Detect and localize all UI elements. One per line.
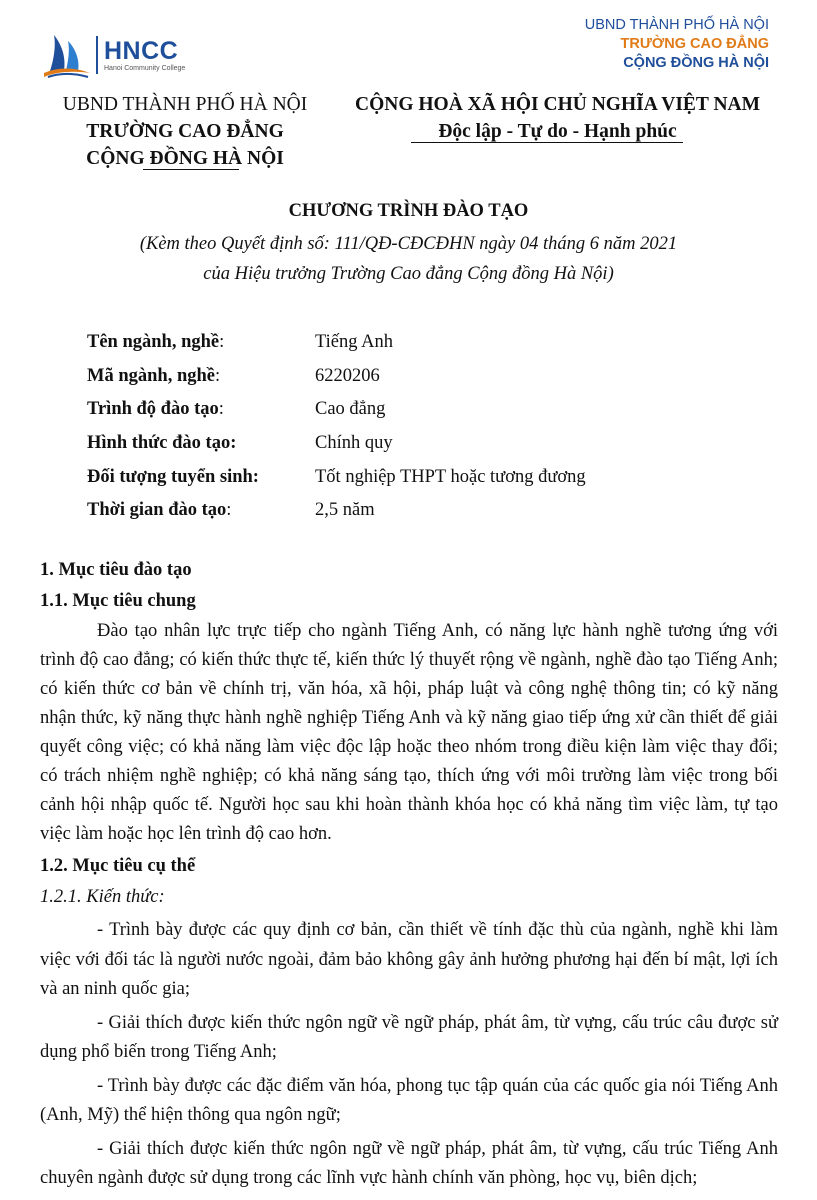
letterhead-line-3: CỘNG ĐỒNG HÀ NỘI (623, 55, 769, 71)
national-title: CỘNG HOÀ XÃ HỘI CHỦ NGHĨA VIỆT NAM (354, 94, 761, 115)
info-row (87, 393, 586, 427)
sail-logo-icon (40, 31, 92, 79)
info-value: Tốt nghiệp THPT hoặc tương đương (315, 466, 586, 487)
general-objective-paragraph: Đào tạo nhân lực trực tiếp cho ngành Tiếng Anh, có năng lực hành nghề tương ứng với trình độ cao đẳng; có kiến thức thực tế, kiến thức lý thuyết rộng về ngành, nghề đào tạo Tiếng Anh; có kiến thức cơ bản về chính trị, văn hóa, xã hội, pháp luật và công nghệ thông tin; có kỹ năng nhận thức, kỹ năng thực hành nghề nghiệp Tiếng Anh và kỹ năng giao tiếp ứng xử cần thiết để giải quyết công việc; có khả năng làm việc độc lập hoặc theo nhóm trong điều kiện làm việc thay đổi; có trách nhiệm nghề nghiệp; có khả năng sáng tạo, thích ứng với môi trường làm việc trong bối cảnh hội nhập quốc tế. Người học sau khi hoàn thành khóa học có khả năng tìm việc làm, tự tạo việc làm hoặc học lên trình độ cao hơn. (40, 621, 778, 844)
program-info-table (87, 326, 586, 528)
knowledge-heading: 1.2.1. Kiến thức: (40, 887, 165, 907)
subtitle-line-1: (Kèm theo Quyết định số: 111/QĐ-CĐCĐHN ngày 04 tháng 6 năm 2021 (139, 234, 678, 254)
info-value: Chính quy (315, 433, 393, 454)
info-value: Tiếng Anh (315, 332, 393, 353)
national-motto-block (340, 91, 775, 145)
knowledge-bullet: - Trình bày được các đặc điểm văn hóa, phong tục tập quán của các quốc gia nói Tiếng Anh (Anh, Mỹ) thể hiện thông qua ngôn ngữ; (40, 1075, 778, 1125)
info-key: Hình thức đào tạo: (87, 433, 237, 454)
college-logo (40, 30, 185, 80)
motto-underline (411, 142, 683, 143)
knowledge-bullet: - Trình bày được các quy định cơ bản, cần thiết về tính đặc thù của ngành, nghề khi làm việc với đối tác là người nước ngoài, đảm bảo không gây ảnh hưởng phương hại đến bí mật, lợi ích và an ninh quốc gia; (40, 920, 778, 999)
subsection-heading: 1.1. Mục tiêu chung (40, 591, 196, 611)
national-motto: Độc lập - Tự do - Hạnh phúc (438, 121, 677, 142)
info-row (87, 494, 586, 528)
subsection-heading: 1.2. Mục tiêu cụ thể (40, 856, 196, 876)
info-key: Thời gian đào tạo: (87, 500, 232, 521)
issuer-authority: UBND THÀNH PHỐ HÀ NỘI (62, 94, 308, 115)
letterhead-line-2: TRƯỜNG CAO ĐẲNG (620, 36, 769, 52)
subtitle-line-2: của Hiệu trưởng Trường Cao đẳng Cộng đồng Hà Nội) (203, 264, 614, 284)
info-value: 2,5 năm (315, 500, 375, 521)
issuer-school-line-2: CỘNG ĐỒNG HÀ NỘI (86, 148, 284, 169)
letterhead-line-1: UBND THÀNH PHỐ HÀ NỘI (584, 17, 769, 33)
info-row (87, 460, 586, 494)
info-row (87, 326, 586, 360)
section-heading: 1. Mục tiêu đào tạo (40, 560, 192, 580)
issuer-underline (143, 169, 239, 170)
knowledge-bullet: - Giải thích được kiến thức ngôn ngữ về ngữ pháp, phát âm, từ vựng, cấu trúc Tiếng Anh chuyên ngành được sử dụng trong các lĩnh vực hành chính văn phòng, học vụ, biên dịch; (40, 1138, 778, 1188)
issuer-block (40, 91, 330, 172)
info-value: Cao đẳng (315, 399, 386, 420)
logo-divider (96, 36, 98, 74)
knowledge-bullet: - Giải thích được kiến thức ngôn ngữ về ngữ pháp, phát âm, từ vựng, cấu trúc câu được sử dụng phổ biến trong Tiếng Anh; (40, 1012, 778, 1062)
info-row (87, 360, 586, 394)
letterhead-right (585, 16, 769, 73)
info-key: Mã ngành, nghề: (87, 365, 221, 386)
info-key: Trình độ đào tạo: (87, 399, 224, 420)
logo-name: HNCC (104, 36, 179, 65)
info-row (87, 427, 586, 461)
logo-subtitle: Hanoi Community College (104, 64, 186, 72)
info-key: Đối tượng tuyển sinh: (87, 466, 259, 487)
document-title: CHƯƠNG TRÌNH ĐÀO TẠO (288, 201, 529, 221)
document-body (40, 555, 778, 1198)
issuer-school-line-1: TRƯỜNG CAO ĐẲNG (86, 121, 284, 142)
info-key: Tên ngành, nghề: (87, 332, 225, 353)
info-value: 6220206 (315, 365, 380, 386)
